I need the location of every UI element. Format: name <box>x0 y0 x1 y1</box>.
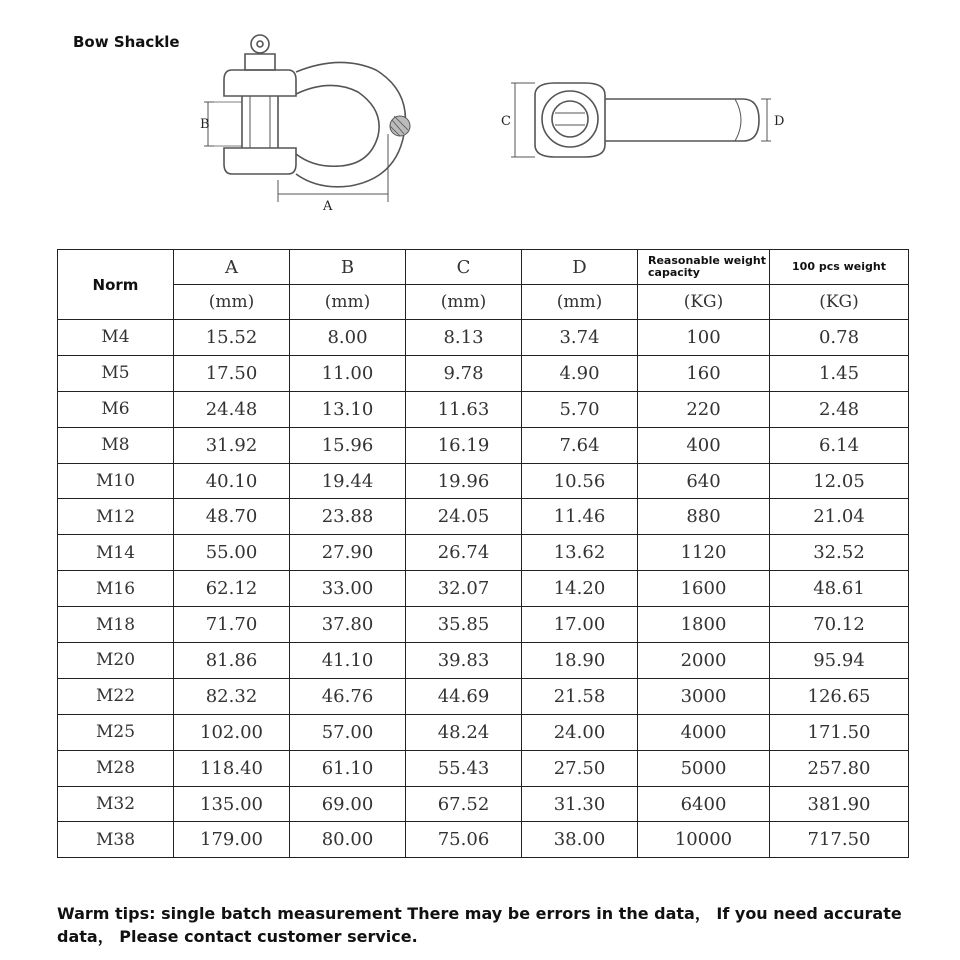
cell-capacity: 1120 <box>638 535 770 571</box>
cell-norm: M28 <box>58 750 174 786</box>
unit-d: (mm) <box>522 285 638 320</box>
cell-c: 19.96 <box>406 463 522 499</box>
table-row <box>58 355 909 391</box>
spec-table-body <box>58 320 909 858</box>
cell-weight-100pcs: 0.78 <box>770 320 909 356</box>
cell-d: 7.64 <box>522 427 638 463</box>
cell-weight-100pcs: 21.04 <box>770 499 909 535</box>
unit-capacity: (KG) <box>638 285 770 320</box>
cell-b: 19.44 <box>290 463 406 499</box>
cell-c: 8.13 <box>406 320 522 356</box>
cell-norm: M4 <box>58 320 174 356</box>
cell-d: 17.00 <box>522 607 638 643</box>
cell-weight-100pcs: 257.80 <box>770 750 909 786</box>
cell-a: 40.10 <box>174 463 290 499</box>
cell-capacity: 2000 <box>638 643 770 679</box>
cell-weight-100pcs: 70.12 <box>770 607 909 643</box>
cell-c: 44.69 <box>406 678 522 714</box>
table-row <box>58 714 909 750</box>
cell-norm: M18 <box>58 607 174 643</box>
cell-weight-100pcs: 381.90 <box>770 786 909 822</box>
cell-c: 24.05 <box>406 499 522 535</box>
header-capacity: Reasonable weight capacity <box>638 250 770 285</box>
cell-a: 17.50 <box>174 355 290 391</box>
cell-d: 3.74 <box>522 320 638 356</box>
cell-norm: M8 <box>58 427 174 463</box>
page-title: Bow Shackle <box>73 33 180 51</box>
table-row <box>58 463 909 499</box>
cell-d: 5.70 <box>522 391 638 427</box>
diagram-label-b: B <box>200 117 210 132</box>
header-100pcs-weight: 100 pcs weight <box>770 250 909 285</box>
cell-d: 14.20 <box>522 571 638 607</box>
table-row <box>58 607 909 643</box>
table-header-row <box>58 250 909 285</box>
cell-norm: M14 <box>58 535 174 571</box>
cell-norm: M10 <box>58 463 174 499</box>
diagram-label-d: D <box>774 114 785 129</box>
cell-norm: M38 <box>58 822 174 858</box>
cell-norm: M12 <box>58 499 174 535</box>
header-b: B <box>290 250 406 285</box>
cell-a: 135.00 <box>174 786 290 822</box>
cell-a: 118.40 <box>174 750 290 786</box>
table-row <box>58 750 909 786</box>
diagram-label-a: A <box>323 199 333 214</box>
cell-weight-100pcs: 95.94 <box>770 643 909 679</box>
unit-c: (mm) <box>406 285 522 320</box>
cell-capacity: 880 <box>638 499 770 535</box>
cell-b: 80.00 <box>290 822 406 858</box>
cell-weight-100pcs: 1.45 <box>770 355 909 391</box>
table-row <box>58 427 909 463</box>
cell-a: 62.12 <box>174 571 290 607</box>
cell-c: 11.63 <box>406 391 522 427</box>
warm-tips-note: Warm tips: single batch measurement There may be errors in the data， If you need accurate data， Please contact customer service. <box>57 904 902 946</box>
cell-a: 24.48 <box>174 391 290 427</box>
cell-capacity: 400 <box>638 427 770 463</box>
cell-norm: M32 <box>58 786 174 822</box>
cell-d: 31.30 <box>522 786 638 822</box>
cell-b: 57.00 <box>290 714 406 750</box>
cell-capacity: 640 <box>638 463 770 499</box>
cell-d: 24.00 <box>522 714 638 750</box>
cell-a: 81.86 <box>174 643 290 679</box>
cell-c: 55.43 <box>406 750 522 786</box>
unit-100pcs-weight: (KG) <box>770 285 909 320</box>
cell-d: 13.62 <box>522 535 638 571</box>
cell-capacity: 1600 <box>638 571 770 607</box>
cell-capacity: 4000 <box>638 714 770 750</box>
cell-capacity: 1800 <box>638 607 770 643</box>
cell-capacity: 160 <box>638 355 770 391</box>
table-row <box>58 391 909 427</box>
cell-norm: M22 <box>58 678 174 714</box>
cell-norm: M5 <box>58 355 174 391</box>
cell-weight-100pcs: 126.65 <box>770 678 909 714</box>
cell-d: 11.46 <box>522 499 638 535</box>
unit-a: (mm) <box>174 285 290 320</box>
header-c: C <box>406 250 522 285</box>
table-row <box>58 822 909 858</box>
cell-weight-100pcs: 2.48 <box>770 391 909 427</box>
table-row <box>58 786 909 822</box>
unit-b: (mm) <box>290 285 406 320</box>
header-norm: Norm <box>58 250 174 320</box>
table-row <box>58 571 909 607</box>
cell-d: 38.00 <box>522 822 638 858</box>
cell-d: 18.90 <box>522 643 638 679</box>
cell-b: 37.80 <box>290 607 406 643</box>
table-row <box>58 643 909 679</box>
cell-capacity: 220 <box>638 391 770 427</box>
spec-table <box>57 249 909 858</box>
cell-a: 55.00 <box>174 535 290 571</box>
cell-c: 26.74 <box>406 535 522 571</box>
cell-a: 102.00 <box>174 714 290 750</box>
table-unit-row <box>58 285 909 320</box>
table-row <box>58 320 909 356</box>
cell-weight-100pcs: 171.50 <box>770 714 909 750</box>
cell-b: 41.10 <box>290 643 406 679</box>
cell-c: 75.06 <box>406 822 522 858</box>
cell-c: 35.85 <box>406 607 522 643</box>
cell-a: 15.52 <box>174 320 290 356</box>
cell-a: 31.92 <box>174 427 290 463</box>
cell-norm: M25 <box>58 714 174 750</box>
table-row <box>58 499 909 535</box>
cell-b: 61.10 <box>290 750 406 786</box>
cell-b: 11.00 <box>290 355 406 391</box>
header-a: A <box>174 250 290 285</box>
cell-capacity: 100 <box>638 320 770 356</box>
bow-shackle-top-diagram <box>495 75 795 175</box>
cell-c: 67.52 <box>406 786 522 822</box>
cell-d: 10.56 <box>522 463 638 499</box>
cell-b: 33.00 <box>290 571 406 607</box>
bow-shackle-side-diagram <box>190 30 430 215</box>
cell-c: 9.78 <box>406 355 522 391</box>
cell-norm: M6 <box>58 391 174 427</box>
cell-capacity: 6400 <box>638 786 770 822</box>
cell-b: 8.00 <box>290 320 406 356</box>
cell-norm: M16 <box>58 571 174 607</box>
table-row <box>58 678 909 714</box>
cell-c: 32.07 <box>406 571 522 607</box>
cell-b: 23.88 <box>290 499 406 535</box>
cell-b: 69.00 <box>290 786 406 822</box>
cell-a: 71.70 <box>174 607 290 643</box>
cell-weight-100pcs: 6.14 <box>770 427 909 463</box>
cell-d: 4.90 <box>522 355 638 391</box>
cell-weight-100pcs: 32.52 <box>770 535 909 571</box>
cell-weight-100pcs: 48.61 <box>770 571 909 607</box>
cell-d: 21.58 <box>522 678 638 714</box>
table-row <box>58 535 909 571</box>
cell-weight-100pcs: 717.50 <box>770 822 909 858</box>
cell-d: 27.50 <box>522 750 638 786</box>
cell-a: 48.70 <box>174 499 290 535</box>
diagram-label-c: C <box>501 114 511 129</box>
cell-capacity: 5000 <box>638 750 770 786</box>
cell-b: 15.96 <box>290 427 406 463</box>
cell-c: 39.83 <box>406 643 522 679</box>
cell-b: 27.90 <box>290 535 406 571</box>
cell-a: 179.00 <box>174 822 290 858</box>
cell-b: 46.76 <box>290 678 406 714</box>
cell-weight-100pcs: 12.05 <box>770 463 909 499</box>
cell-a: 82.32 <box>174 678 290 714</box>
cell-c: 16.19 <box>406 427 522 463</box>
cell-capacity: 10000 <box>638 822 770 858</box>
cell-c: 48.24 <box>406 714 522 750</box>
cell-capacity: 3000 <box>638 678 770 714</box>
cell-norm: M20 <box>58 643 174 679</box>
header-d: D <box>522 250 638 285</box>
cell-b: 13.10 <box>290 391 406 427</box>
